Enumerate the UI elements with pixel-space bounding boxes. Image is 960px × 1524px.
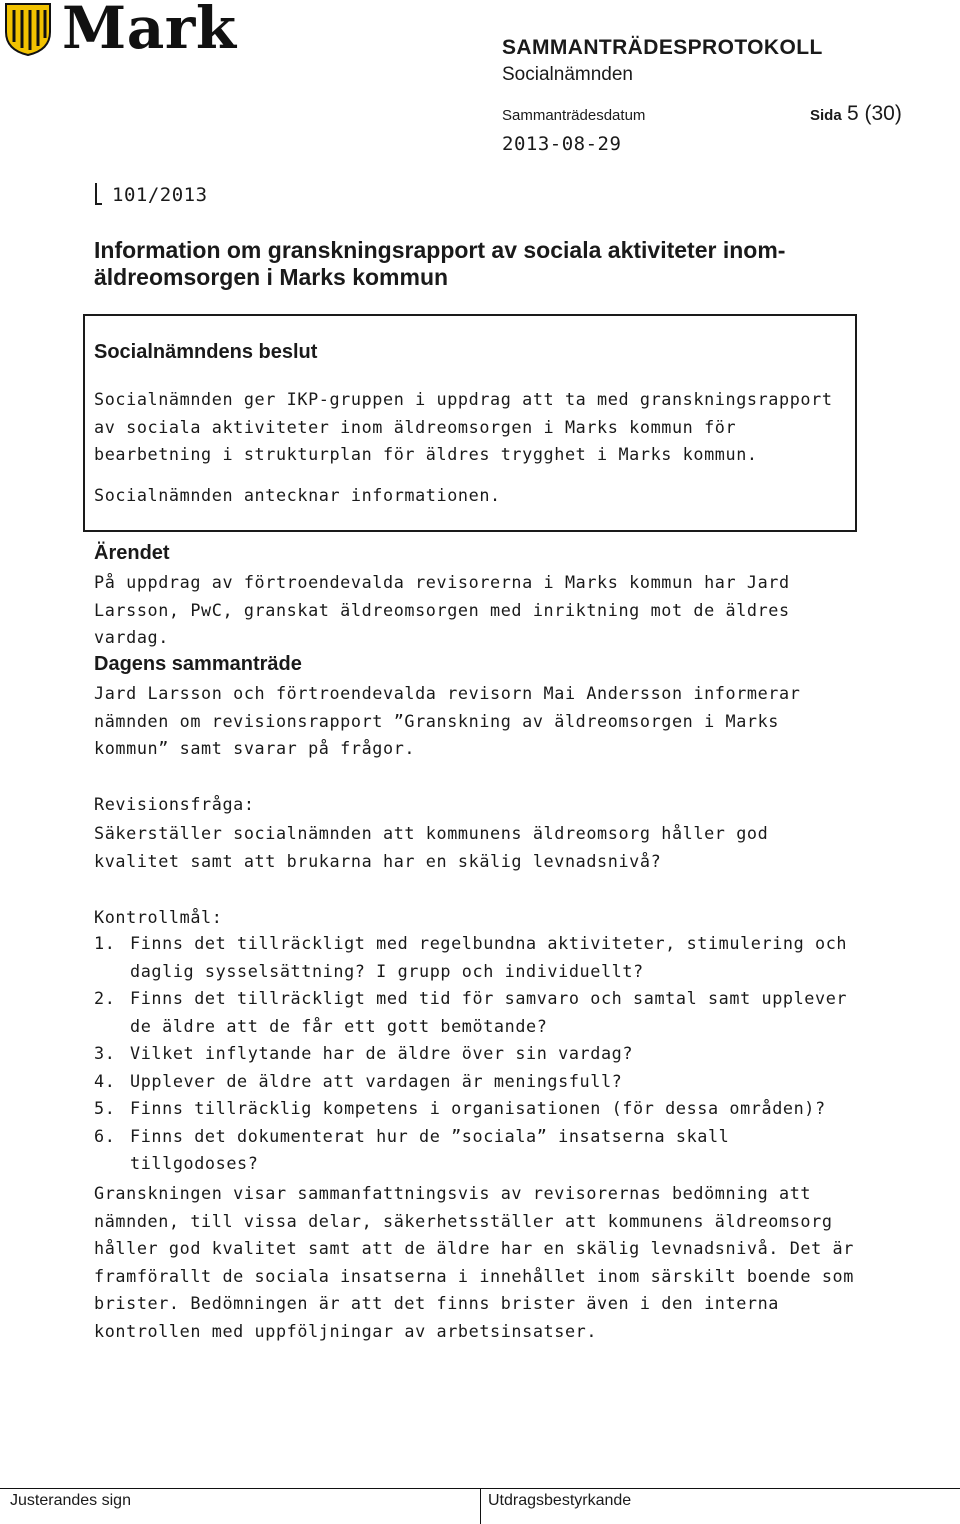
list-item — [94, 930, 854, 985]
logo-wordmark: Mark — [62, 0, 237, 62]
summary-paragraph: Granskningen visar sammanfattningsvis av revisorernas bedömning att nämnden, till vissa delar, säkerhetsställer att kommunens äldreomsorg håller god kvalitet samt att de äldre har en skälig levnadsnivå. Det är framförallt de sociala insatserna i innehållet inom särskilt boende som brister. Bedömningen är att det finns brister även i den interna kontrollen med uppföljningar av arbetsinsatser. — [94, 1183, 854, 1341]
footer-justerandes-sign: Justerandes sign — [10, 1492, 131, 1509]
list-item-text: Vilket inflytande har de äldre över sin vardag? — [130, 1043, 634, 1063]
document-type-title: SAMMANTRÄDESPROTOKOLL — [502, 36, 823, 59]
list-item-text: Finns det tillräckligt med regelbundna aktiviteter, stimulering och daglig sysselsättning? I grupp och individuellt? — [130, 933, 848, 981]
list-item-number: 2. — [94, 988, 116, 1008]
case-title: Information om granskningsrapport av sociala aktiviteter inom-äldreomsorgen i Marks kommun — [94, 237, 786, 290]
footer-utdragsbestyrkande: Utdragsbestyrkande — [488, 1492, 632, 1509]
arendet-text: På uppdrag av förtroendevalda revisorerna i Marks kommun har Jard Larsson, PwC, granskat äldreomsorgen med inriktning mot de äldres vardag. — [94, 572, 790, 647]
mark-crest-icon — [4, 2, 52, 56]
arendet-heading: Ärendet — [94, 542, 170, 564]
control-objectives-list — [94, 930, 854, 1178]
revision-question-label: Revisionsfråga: — [94, 794, 255, 814]
list-item-text: Finns det tillräckligt med tid för samvaro och samtal samt upplever de äldre att de får ett gott bemötande? — [130, 988, 848, 1036]
list-item-text: Finns det dokumenterat hur de ”sociala” insatserna skall tillgodoses? — [130, 1125, 730, 1173]
list-item-number: 5. — [94, 1098, 116, 1118]
meeting-date-label: Sammanträdesdatum — [502, 107, 646, 124]
list-item-text: Upplever de äldre att vardagen är meningsfull? — [130, 1070, 623, 1091]
page-label: Sida — [810, 107, 842, 124]
list-item-number: 3. — [94, 1043, 116, 1063]
page-number: 5 (30) — [847, 102, 902, 125]
list-item-number: 6. — [94, 1125, 116, 1146]
meeting-date: 2013-08-29 — [502, 133, 622, 155]
mark-logo — [0, 0, 240, 60]
list-item — [94, 1040, 854, 1068]
list-item-number: 4. — [94, 1070, 116, 1091]
revision-question-text: Säkerställer socialnämnden att kommunens äldreomsorg håller god kvalitet samt att brukarna har en skälig levnadsnivå? — [94, 823, 769, 871]
decision-note: Socialnämnden antecknar informationen. — [94, 485, 501, 505]
paragraph-marker-icon — [94, 183, 102, 205]
committee-name: Socialnämnden — [502, 64, 633, 85]
case-number: 101/2013 — [112, 184, 208, 206]
decision-text: Socialnämnden ger IKP-gruppen i uppdrag att ta med granskningsrapport av sociala aktiviteter inom äldreomsorgen i Marks kommun för bearbetning i strukturplan för äldres trygghet i Marks kommun. — [94, 389, 833, 464]
list-item — [94, 985, 854, 1040]
footer-column-divider — [480, 1488, 481, 1524]
list-item-number: 1. — [94, 933, 116, 953]
dagens-text: Jard Larsson och förtroendevalda revisorn Mai Andersson informerar nämnden om revisionsrapport ”Granskning av äldreomsorgen i Marks kommun” samt svarar på frågor. — [94, 683, 801, 758]
control-objectives-label: Kontrollmål: — [94, 907, 223, 927]
list-item — [94, 1095, 854, 1123]
dagens-heading: Dagens sammanträde — [94, 653, 302, 675]
list-item — [94, 1123, 854, 1178]
list-item-text: Finns tillräcklig kompetens i organisationen (för dessa områden)? — [130, 1098, 826, 1118]
decision-heading: Socialnämndens beslut — [94, 341, 318, 363]
list-item — [94, 1068, 854, 1096]
